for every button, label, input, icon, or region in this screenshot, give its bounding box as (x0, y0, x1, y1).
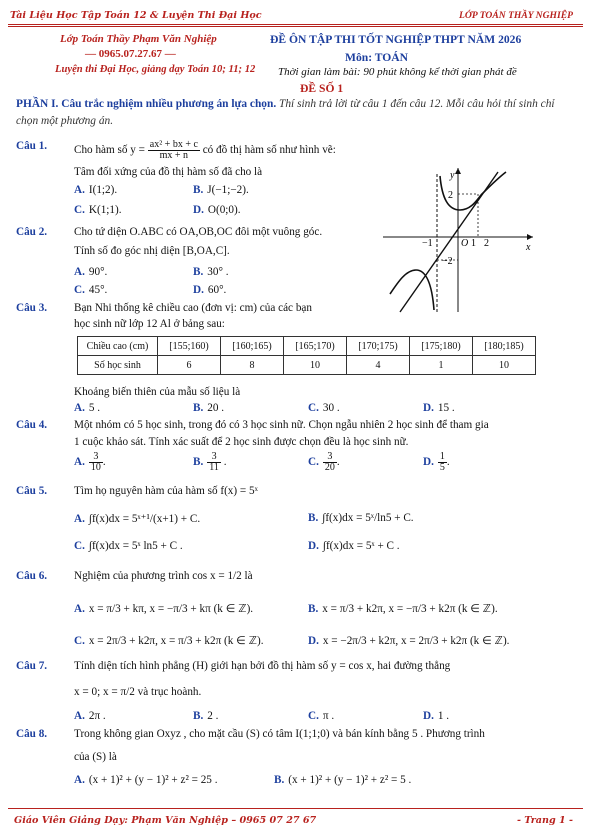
graph-y-label: y (450, 170, 455, 181)
q2-line2: Tính số đo góc nhị diện [B,OA,C]. (74, 245, 230, 257)
table-cell: 10 (284, 356, 347, 375)
q3-option-b[interactable]: B. 20 . (193, 402, 225, 414)
q3-option-d[interactable]: D. 15 . (423, 402, 455, 414)
q1-option-d[interactable]: D. O(0;0). (193, 204, 241, 216)
q2-label: Câu 2. (16, 226, 48, 238)
q4-option-c[interactable]: C. $\frac{3}{20}$ . (308, 451, 340, 473)
header-rule (8, 24, 583, 25)
table-cell: 4 (347, 356, 410, 375)
q2-option-c[interactable]: C. 45°. (74, 284, 108, 296)
q4-option-b[interactable]: B. $\frac{3}{11}$ . (193, 451, 227, 473)
q8-option-b[interactable]: B. (x + 1)² + (y − 1)² + z² = 5 . (274, 774, 412, 786)
graph-x-tick-neg: −1 (422, 238, 433, 249)
table-cell: 10 (473, 356, 536, 375)
q6-option-a[interactable]: A. x = π/3 + kπ, x = −π/3 + kπ (k ∈ ℤ). (74, 603, 254, 615)
q8-stem: Trong không gian Oxyz , cho mặt cầu (S) có tâm I(1;1;0) và bán kính bằng 5 . Phương trình (74, 728, 485, 740)
graph-x-tick-1: 1 (471, 238, 476, 249)
graph-y-tick-bottom: −2 (442, 256, 453, 267)
q8-option-a[interactable]: A. (x + 1)² + (y − 1)² + z² = 25 . (74, 774, 218, 786)
q7-option-b[interactable]: B. 2 . (193, 710, 219, 722)
table-cell: [175;180) (410, 337, 473, 356)
table-cell: [165;170) (284, 337, 347, 356)
q2-option-b[interactable]: B. 30° . (193, 266, 229, 278)
q1-den: mx + n (159, 150, 189, 161)
q7-option-d[interactable]: D. 1 . (423, 710, 450, 722)
q1-option-b[interactable]: B. J(−1;−2). (193, 184, 249, 196)
q1-option-c[interactable]: C. K(1;1). (74, 204, 122, 216)
height-stats-table (77, 336, 536, 375)
q1-num: ax² + bx + c (149, 139, 198, 150)
footer-rule (8, 808, 583, 809)
table-cell: 8 (221, 356, 284, 375)
table-cell: [180;185) (473, 337, 536, 356)
q1-stem-a: Cho hàm số y = (74, 144, 145, 157)
table-cell: 6 (158, 356, 221, 375)
part1-title: PHẦN I. Câu trắc nghiệm nhiều phương án lựa chọn. (16, 98, 277, 110)
q6-option-c[interactable]: C. x = 2π/3 + k2π, x = π/3 + k2π (k ∈ ℤ). (74, 635, 264, 647)
table-row (78, 337, 536, 356)
q4-option-a[interactable]: A. $\frac{3}{10}$ . (74, 451, 106, 473)
graph-y-tick-top: 2 (448, 190, 453, 201)
header-rule-2 (8, 26, 583, 27)
table-cell: [160;165) (221, 337, 284, 356)
q3-line3: Khoảng biến thiên của mẫu số liệu là (74, 386, 241, 398)
q2-option-a[interactable]: A. 90°. (74, 266, 108, 278)
exam-code: ĐỀ SỐ 1 (300, 82, 344, 95)
table-cell: 1 (410, 356, 473, 375)
table-header-cell: Số học sinh (78, 356, 158, 375)
part1-instruction: Thí sinh trả lời từ câu 1 đến câu 12. Mỗi câu hỏi thí sinh chỉ chọn một phương án. (16, 98, 555, 127)
q5-option-a[interactable]: A. ∫f(x)dx = 5ˣ⁺¹/(x+1) + C. (74, 513, 201, 525)
table-row (78, 356, 536, 375)
q2-stem: Cho tứ diện O.ABC có OA,OB,OC đôi một vuông góc. (74, 226, 323, 238)
school-name: Lớp Toán Thầy Phạm Văn Nghiệp (60, 33, 217, 45)
exam-time: Thời gian làm bài: 90 phút không kể thời gian phát đề (278, 66, 517, 78)
q6-option-b[interactable]: B. x = π/3 + k2π, x = −π/3 + k2π (k ∈ ℤ). (308, 603, 498, 615)
subject: Môn: TOÁN (345, 51, 409, 64)
graph-origin: O (461, 238, 469, 249)
function-graph (378, 164, 538, 314)
q4-line2: 1 cuộc khảo sát. Tính xác suất để 2 học sinh được chọn đều là học sinh nữ. (74, 436, 409, 448)
q1-label: Câu 1. (16, 140, 48, 152)
q7-line2: x = 0; x = π/2 và trục hoành. (74, 686, 202, 698)
table-header-cell: Chiều cao (cm) (78, 337, 158, 356)
tutoring-line: Luyện thi Đại Học, giảng dạy Toán 10; 11; 12 (55, 64, 256, 75)
q7-label: Câu 7. (16, 660, 48, 672)
q1-stem-b: có đồ thị hàm số như hình vẽ: (202, 144, 336, 157)
q6-label: Câu 6. (16, 570, 48, 582)
left-branch (390, 270, 434, 310)
q4-stem: Một nhóm có 5 học sinh, trong đó có 3 học sinh nữ. Chọn ngẫu nhiên 2 học sinh để tham gia (74, 419, 489, 431)
q7-option-a[interactable]: A. 2π . (74, 710, 106, 722)
top-right-banner: LỚP TOÁN THẦY NGHIỆP (459, 10, 573, 21)
q8-label: Câu 8. (16, 728, 48, 740)
q3-label: Câu 3. (16, 302, 48, 314)
q8-line2: của (S) là (74, 751, 117, 763)
phone-number: — 0965.07.27.67 — (85, 48, 176, 60)
exam-title: ĐỀ ÔN TẬP THI TỐT NGHIỆP THPT NĂM 2026 (270, 33, 522, 46)
page-number: - Trang 1 - (516, 815, 573, 826)
q3-line2: học sinh nữ lớp 12 Al ở bảng sau: (74, 318, 225, 330)
q7-option-c[interactable]: C. π . (308, 710, 335, 722)
q1-line2: Tâm đối xứng của đồ thị hàm số đã cho là (74, 166, 263, 178)
q3-stem: Bạn Nhi thống kê chiều cao (đơn vị: cm) của các bạn (74, 302, 312, 314)
q5-option-c[interactable]: C. ∫f(x)dx = 5ˣ ln5 + C . (74, 540, 183, 552)
q5-label: Câu 5. (16, 485, 48, 497)
y-axis-arrow (455, 168, 461, 174)
q4-label: Câu 4. (16, 419, 48, 431)
q5-option-b[interactable]: B. ∫f(x)dx = 5ˣ/ln5 + C. (308, 512, 414, 524)
q1-stem (74, 140, 336, 161)
top-left-banner: Tài Liệu Học Tập Toán 12 & Luyện Thi Đại Học (10, 10, 262, 21)
q6-stem: Nghiệm của phương trình cos x = 1/2 là (74, 570, 253, 582)
footer-teacher: Giáo Viên Giảng Dạy: Phạm Văn Nghiệp – 0965 07 27 67 (14, 815, 317, 826)
q1-option-a[interactable]: A. I(1;2). (74, 184, 118, 196)
table-cell: [170;175) (347, 337, 410, 356)
q5-stem: Tìm họ nguyên hàm của hàm số f(x) = 5ˣ (74, 485, 258, 497)
q7-stem: Tính diện tích hình phẳng (H) giới hạn bởi đồ thị hàm số y = cos x, hai đường thẳng (74, 660, 451, 672)
q4-option-d[interactable]: D. $\frac{1}{5}$ . (423, 451, 450, 473)
part1-heading (16, 96, 576, 130)
table-cell: [155;160) (158, 337, 221, 356)
q6-option-d[interactable]: D. x = −2π/3 + k2π, x = 2π/3 + k2π (k ∈ ℤ). (308, 635, 510, 647)
q5-option-d[interactable]: D. ∫f(x)dx = 5ˣ + C . (308, 540, 400, 552)
graph-x-tick-2: 2 (484, 238, 489, 249)
q3-option-a[interactable]: A. 5 . (74, 402, 101, 414)
graph-x-label: x (526, 242, 531, 253)
x-axis-arrow (527, 234, 533, 240)
q3-option-c[interactable]: C. 30 . (308, 402, 340, 414)
q2-option-d[interactable]: D. 60°. (193, 284, 227, 296)
q1-fraction (148, 140, 200, 161)
